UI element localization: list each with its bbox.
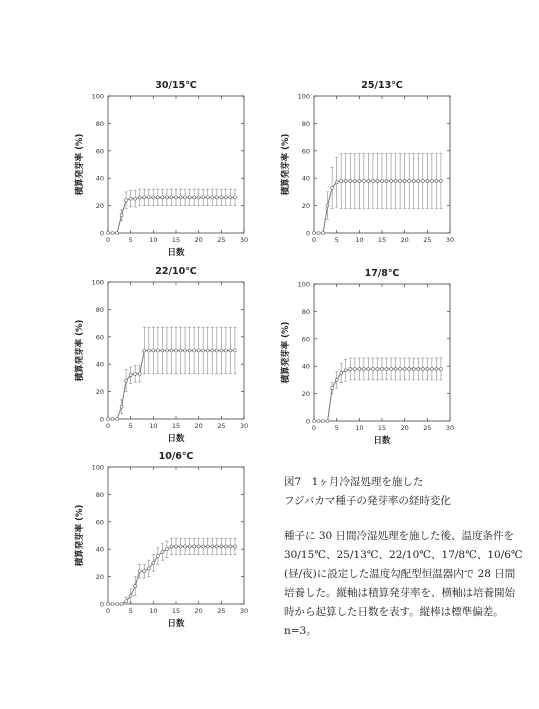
chart-22-10 bbox=[62, 260, 262, 450]
data-point bbox=[331, 387, 334, 390]
data-point bbox=[134, 197, 137, 200]
y-tick-label: 80 bbox=[95, 305, 104, 314]
data-point bbox=[399, 367, 402, 370]
y-tick-label: 100 bbox=[91, 278, 104, 287]
x-tick-label: 0 bbox=[105, 236, 111, 244]
data-point bbox=[170, 349, 173, 352]
y-tick-label: 100 bbox=[297, 280, 310, 289]
y-tick-label: 80 bbox=[301, 307, 310, 316]
data-point bbox=[193, 545, 196, 548]
data-point bbox=[408, 367, 411, 370]
data-point bbox=[224, 196, 227, 199]
x-tick-label: 5 bbox=[128, 236, 133, 244]
data-point bbox=[331, 186, 334, 189]
chart-svg bbox=[62, 445, 262, 635]
y-tick-label: 80 bbox=[301, 119, 310, 128]
data-point bbox=[344, 369, 347, 372]
chart-svg bbox=[268, 74, 468, 259]
data-point bbox=[394, 367, 397, 370]
y-tick-label: 40 bbox=[301, 362, 310, 371]
x-axis-label: 日数 bbox=[167, 248, 185, 258]
data-point bbox=[161, 550, 164, 553]
data-point bbox=[152, 349, 155, 352]
data-point bbox=[206, 196, 209, 199]
data-point bbox=[152, 196, 155, 199]
data-point bbox=[224, 349, 227, 352]
data-point bbox=[390, 367, 393, 370]
y-tick-label: 100 bbox=[91, 92, 104, 101]
x-tick-label: 10 bbox=[149, 422, 158, 430]
y-tick-label: 40 bbox=[95, 545, 104, 554]
x-tick-label: 0 bbox=[311, 236, 317, 244]
data-point bbox=[156, 555, 159, 558]
y-axis-label: 積算発芽率 (%) bbox=[281, 133, 291, 196]
y-tick-label: 0 bbox=[99, 415, 104, 424]
data-point bbox=[211, 545, 214, 548]
series-line bbox=[108, 546, 235, 604]
data-point bbox=[229, 196, 232, 199]
data-point bbox=[165, 196, 168, 199]
data-point bbox=[233, 545, 236, 548]
x-tick-label: 25 bbox=[217, 422, 226, 430]
x-tick-label: 15 bbox=[171, 236, 181, 244]
x-tick-label: 20 bbox=[194, 422, 203, 430]
x-tick-label: 5 bbox=[334, 424, 339, 432]
x-axis-label: 日数 bbox=[167, 434, 185, 444]
x-tick-label: 15 bbox=[377, 236, 387, 244]
data-point bbox=[202, 196, 205, 199]
x-tick-label: 25 bbox=[423, 424, 432, 432]
data-point bbox=[390, 179, 393, 182]
data-point bbox=[439, 367, 442, 370]
data-point bbox=[367, 367, 370, 370]
data-point bbox=[125, 379, 128, 382]
data-point bbox=[385, 179, 388, 182]
x-axis-label: 日数 bbox=[167, 619, 185, 629]
x-tick-label: 30 bbox=[239, 236, 249, 244]
x-tick-label: 15 bbox=[377, 424, 387, 432]
x-tick-label: 10 bbox=[355, 424, 364, 432]
data-point bbox=[215, 545, 218, 548]
y-tick-label: 0 bbox=[99, 600, 104, 609]
data-point bbox=[107, 418, 110, 421]
x-tick-label: 10 bbox=[149, 236, 158, 244]
data-point bbox=[399, 179, 402, 182]
data-point bbox=[421, 179, 424, 182]
data-point bbox=[358, 367, 361, 370]
data-point bbox=[426, 367, 429, 370]
data-point bbox=[129, 594, 132, 597]
x-tick-label: 0 bbox=[105, 422, 111, 430]
data-point bbox=[111, 418, 114, 421]
data-point bbox=[349, 367, 352, 370]
y-tick-label: 20 bbox=[301, 390, 310, 399]
data-point bbox=[125, 600, 128, 603]
y-tick-label: 0 bbox=[305, 417, 310, 426]
data-point bbox=[170, 196, 173, 199]
y-tick-label: 20 bbox=[301, 202, 310, 211]
data-point bbox=[197, 545, 200, 548]
data-point bbox=[206, 545, 209, 548]
data-point bbox=[322, 232, 325, 235]
data-point bbox=[381, 179, 384, 182]
data-point bbox=[197, 196, 200, 199]
chart-title: 22/10℃ bbox=[155, 266, 197, 277]
x-tick-label: 30 bbox=[239, 422, 249, 430]
data-point bbox=[120, 214, 123, 217]
y-tick-label: 100 bbox=[297, 92, 310, 101]
y-tick-label: 0 bbox=[99, 229, 104, 238]
chart-25-13 bbox=[268, 74, 468, 259]
x-tick-label: 25 bbox=[423, 236, 432, 244]
data-point bbox=[156, 196, 159, 199]
data-point bbox=[184, 196, 187, 199]
data-point bbox=[138, 570, 141, 573]
data-point bbox=[412, 179, 415, 182]
data-point bbox=[367, 179, 370, 182]
data-point bbox=[371, 367, 374, 370]
data-point bbox=[381, 367, 384, 370]
data-point bbox=[317, 420, 320, 423]
x-axis-label: 日数 bbox=[373, 436, 391, 446]
data-point bbox=[349, 179, 352, 182]
y-axis-label: 積算発芽率 (%) bbox=[75, 133, 85, 196]
data-point bbox=[220, 545, 223, 548]
caption-title-line1: 図7 1ヶ月冷湿処理を施した bbox=[284, 476, 424, 488]
data-point bbox=[408, 179, 411, 182]
data-point bbox=[421, 367, 424, 370]
data-point bbox=[229, 349, 232, 352]
data-point bbox=[394, 179, 397, 182]
data-point bbox=[197, 349, 200, 352]
data-point bbox=[340, 179, 343, 182]
chart-30-15 bbox=[62, 74, 262, 259]
data-point bbox=[184, 545, 187, 548]
y-tick-label: 40 bbox=[95, 360, 104, 369]
data-point bbox=[340, 372, 343, 375]
data-point bbox=[107, 603, 110, 606]
chart-svg bbox=[62, 260, 262, 450]
y-tick-label: 20 bbox=[95, 202, 104, 211]
x-tick-label: 5 bbox=[334, 236, 339, 244]
data-point bbox=[134, 585, 137, 588]
data-point bbox=[188, 545, 191, 548]
data-point bbox=[317, 232, 320, 235]
data-point bbox=[143, 570, 146, 573]
x-tick-label: 5 bbox=[128, 422, 133, 430]
data-point bbox=[202, 349, 205, 352]
y-tick-label: 60 bbox=[95, 518, 104, 527]
data-point bbox=[358, 179, 361, 182]
plot-frame bbox=[314, 284, 450, 421]
y-tick-label: 40 bbox=[301, 174, 310, 183]
chart-title: 10/6℃ bbox=[158, 451, 194, 462]
x-tick-label: 30 bbox=[239, 607, 249, 615]
chart-10-6 bbox=[62, 445, 262, 635]
plot-frame bbox=[108, 467, 244, 604]
y-tick-label: 20 bbox=[95, 573, 104, 582]
data-point bbox=[220, 349, 223, 352]
data-point bbox=[215, 349, 218, 352]
data-point bbox=[116, 232, 119, 235]
data-point bbox=[129, 197, 132, 200]
data-point bbox=[335, 181, 338, 184]
data-point bbox=[322, 420, 325, 423]
data-point bbox=[344, 179, 347, 182]
data-point bbox=[417, 179, 420, 182]
data-point bbox=[138, 372, 141, 375]
x-tick-label: 25 bbox=[217, 236, 226, 244]
data-point bbox=[175, 196, 178, 199]
data-point bbox=[175, 545, 178, 548]
data-point bbox=[326, 420, 329, 423]
data-point bbox=[211, 196, 214, 199]
data-point bbox=[233, 196, 236, 199]
data-point bbox=[313, 420, 316, 423]
data-point bbox=[107, 232, 110, 235]
data-point bbox=[116, 603, 119, 606]
y-tick-label: 80 bbox=[95, 490, 104, 499]
data-point bbox=[188, 196, 191, 199]
data-point bbox=[125, 199, 128, 202]
x-tick-label: 25 bbox=[217, 607, 226, 615]
data-point bbox=[211, 349, 214, 352]
chart-svg bbox=[268, 262, 468, 452]
data-point bbox=[161, 349, 164, 352]
data-point bbox=[362, 179, 365, 182]
data-point bbox=[353, 367, 356, 370]
data-point bbox=[224, 545, 227, 548]
data-point bbox=[220, 196, 223, 199]
data-point bbox=[179, 196, 182, 199]
data-point bbox=[147, 567, 150, 570]
data-point bbox=[111, 232, 114, 235]
x-tick-label: 20 bbox=[400, 424, 409, 432]
data-point bbox=[403, 367, 406, 370]
data-point bbox=[120, 405, 123, 408]
data-point bbox=[376, 179, 379, 182]
data-point bbox=[412, 367, 415, 370]
data-point bbox=[143, 349, 146, 352]
data-point bbox=[165, 349, 168, 352]
x-tick-label: 20 bbox=[400, 236, 409, 244]
data-point bbox=[134, 372, 137, 375]
data-point bbox=[193, 349, 196, 352]
data-point bbox=[138, 196, 141, 199]
data-point bbox=[430, 179, 433, 182]
y-tick-label: 20 bbox=[95, 388, 104, 397]
data-point bbox=[362, 367, 365, 370]
data-point bbox=[188, 349, 191, 352]
y-axis-label: 積算発芽率 (%) bbox=[75, 504, 85, 567]
data-point bbox=[170, 545, 173, 548]
data-point bbox=[161, 196, 164, 199]
data-point bbox=[129, 374, 132, 377]
data-point bbox=[179, 349, 182, 352]
data-point bbox=[426, 179, 429, 182]
y-tick-label: 40 bbox=[95, 174, 104, 183]
data-point bbox=[152, 561, 155, 564]
data-point bbox=[179, 545, 182, 548]
y-tick-label: 80 bbox=[95, 119, 104, 128]
data-point bbox=[233, 349, 236, 352]
x-tick-label: 0 bbox=[311, 424, 317, 432]
caption-body: 種子に 30 日間冷湿処理を施した後、温度条件を 30/15℃、25/13℃、22/10℃、17/8℃、10/6℃(昼/夜)に設定した温度勾配型恒温器内で 28 日間培養した。縦軸は積算発芽率を、横軸は培養開始時から起算した日数を表す。縦棒は標準偏差。n=3。 bbox=[284, 530, 523, 637]
y-tick-label: 60 bbox=[95, 147, 104, 156]
x-tick-label: 30 bbox=[445, 236, 455, 244]
data-point bbox=[184, 349, 187, 352]
data-point bbox=[313, 232, 316, 235]
data-point bbox=[215, 196, 218, 199]
data-point bbox=[376, 367, 379, 370]
data-point bbox=[156, 349, 159, 352]
data-point bbox=[147, 196, 150, 199]
data-point bbox=[193, 196, 196, 199]
data-point bbox=[229, 545, 232, 548]
chart-svg bbox=[62, 74, 262, 259]
x-tick-label: 0 bbox=[105, 607, 111, 615]
data-point bbox=[143, 196, 146, 199]
data-point bbox=[385, 367, 388, 370]
y-tick-label: 100 bbox=[91, 463, 104, 472]
y-tick-label: 0 bbox=[305, 229, 310, 238]
data-point bbox=[439, 179, 442, 182]
x-tick-label: 20 bbox=[194, 607, 203, 615]
data-point bbox=[435, 367, 438, 370]
data-point bbox=[353, 179, 356, 182]
data-point bbox=[165, 548, 168, 551]
caption-title-line2: フジバカマ種子の発芽率の経時変化 bbox=[284, 495, 451, 507]
data-point bbox=[206, 349, 209, 352]
data-point bbox=[435, 179, 438, 182]
x-tick-label: 30 bbox=[445, 424, 455, 432]
chart-title: 30/15℃ bbox=[155, 80, 197, 91]
data-point bbox=[147, 349, 150, 352]
x-tick-label: 10 bbox=[355, 236, 364, 244]
data-point bbox=[202, 545, 205, 548]
data-point bbox=[116, 418, 119, 421]
data-point bbox=[175, 349, 178, 352]
data-point bbox=[326, 204, 329, 207]
chart-title: 25/13℃ bbox=[361, 80, 403, 91]
data-point bbox=[120, 603, 123, 606]
data-point bbox=[335, 378, 338, 381]
y-tick-label: 60 bbox=[95, 333, 104, 342]
y-axis-label: 積算発芽率 (%) bbox=[75, 319, 85, 382]
figure-caption bbox=[284, 473, 524, 641]
chart-title: 17/8℃ bbox=[364, 268, 400, 279]
data-point bbox=[430, 367, 433, 370]
data-point bbox=[371, 179, 374, 182]
data-point bbox=[403, 179, 406, 182]
data-point bbox=[111, 603, 114, 606]
chart-17-8 bbox=[268, 262, 468, 452]
plot-frame bbox=[108, 96, 244, 233]
x-tick-label: 15 bbox=[171, 607, 181, 615]
x-tick-label: 5 bbox=[128, 607, 133, 615]
y-axis-label: 積算発芽率 (%) bbox=[281, 321, 291, 384]
x-tick-label: 10 bbox=[149, 607, 158, 615]
data-point bbox=[417, 367, 420, 370]
x-tick-label: 15 bbox=[171, 422, 181, 430]
x-tick-label: 20 bbox=[194, 236, 203, 244]
y-tick-label: 60 bbox=[301, 335, 310, 344]
y-tick-label: 60 bbox=[301, 147, 310, 156]
